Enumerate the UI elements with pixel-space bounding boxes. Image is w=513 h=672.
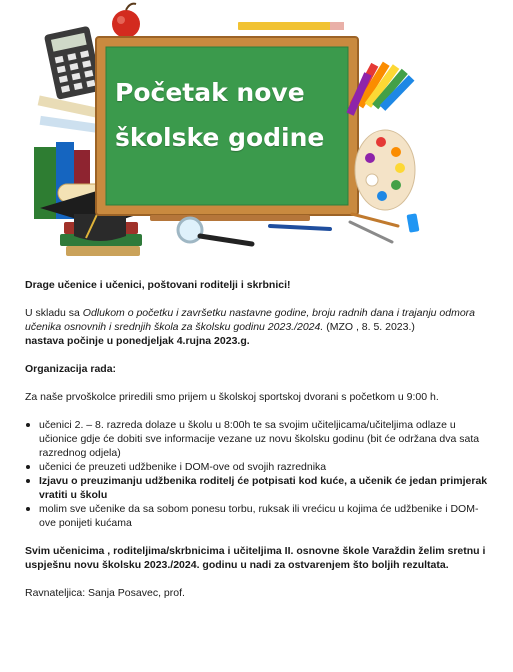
decision-reference: Odlukom o početku i završetku nastavne godine, broju radnih dana i trajanju odmora učenika osnovnih i srednjih škola za školsku godinu 2023./2024.	[25, 307, 476, 333]
instructions-list	[25, 418, 490, 530]
signature: Ravnateljica: Sanja Posavec, prof.	[25, 587, 185, 599]
announcement-letter	[25, 278, 490, 600]
list-item: molim sve učenike da sa sobom ponesu torbu, ruksak ili vrećicu u kojima će udžbenike i DOM-ove ponijeti kućama	[39, 502, 490, 530]
apple-icon	[112, 4, 140, 38]
school-start-date: nastava počinje u ponedjeljak 4.rujna 2023.g.	[25, 335, 250, 347]
paint-palette-icon	[355, 130, 415, 210]
hero-title-line-1: Početak nove	[115, 78, 305, 107]
intro-suffix: (MZO , 8. 5. 2023.)	[323, 321, 415, 333]
magnifier-icon	[178, 218, 252, 244]
intro-prefix: U skladu sa	[25, 307, 83, 319]
intro-paragraph	[25, 306, 490, 348]
list-item: učenici 2. – 8. razreda dolaze u školu u 8:00h te sa svojim učiteljicama/učiteljima odlaze u učionice gdje će dobiti sve informacije vezane uz novu školsku godinu (bit će održana dva sata razrednog odjela)	[39, 418, 490, 460]
list-item: Izjavu o preuzimanju udžbenika roditelj će potpisati kod kuće, a učenik će jedan primjerak vratiti u školu	[39, 474, 490, 502]
greeting: Drage učenice i učenici, poštovani roditelji i skrbnici!	[25, 279, 291, 291]
best-wishes: Svim učenicima , roditeljima/skrbnicima i učiteljima II. osnovne škole Varaždin želim sretnu i uspješnu novu školsku 2023./2024. godinu u nadi za ostvarenjem što boljih rezultata.	[25, 545, 486, 571]
hero-title-line-2: školske godine	[115, 123, 325, 152]
organization-heading: Organizacija rada:	[25, 363, 117, 375]
hero-title	[115, 70, 355, 160]
list-item: učenici će preuzeti udžbenike i DOM-ove od svojih razrednika	[39, 460, 490, 474]
pencil-icon	[238, 22, 344, 30]
pen-icon	[270, 226, 330, 229]
hero-illustration	[0, 0, 513, 262]
calculator-icon	[44, 26, 103, 100]
first-graders-reception: Za naše prvoškolce priredili smo prijem u školskoj sportskoj dvorani s početkom u 9:00 h.	[25, 391, 439, 403]
